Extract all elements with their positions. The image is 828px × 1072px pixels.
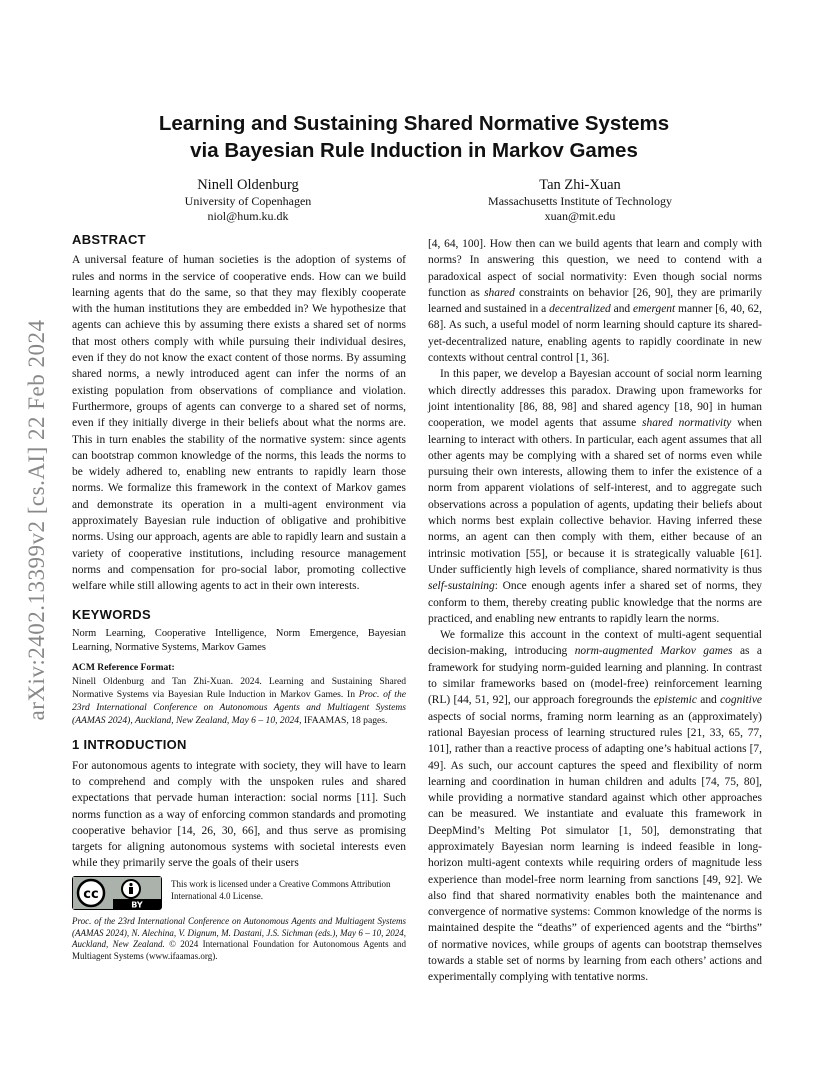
author-block-1 <box>98 176 398 224</box>
text-span: as a framework for studying norm-guided learning and planning. In contrast to similar frameworks based on (model-free) reinforcement learning (RL) [44, 51, 92], our approach foregrounds the <box>428 645 762 707</box>
cc-by-badge <box>72 876 162 910</box>
text-span: [4, 64, 100]. How then can we build agents that learn and comply with norms? In answering this question, we need to contend with a paradoxical aspect of social normativity: Even though social norms function as <box>428 238 762 299</box>
text-span: In this paper, we develop a Bayesian account of social norm learning which directly addresses this paradox. Drawing upon frameworks for joint intentionality [86, 88, 98] and shared agency [18, 90] in human cooperation, we model agents that assume <box>428 368 762 430</box>
arxiv-side-label <box>22 280 52 760</box>
keywords-heading: KEYWORDS <box>72 606 151 622</box>
right-paragraph-1 <box>428 236 762 366</box>
emphasis: shared normativity <box>642 417 732 430</box>
author-block-2 <box>430 176 730 224</box>
proceedings-footnote <box>72 916 406 962</box>
arxiv-identifier: arXiv:2402.13399v2 [cs.AI] 22 Feb 2024 <box>24 319 49 721</box>
author-name: Tan Zhi-Xuan <box>539 177 621 193</box>
author-affiliation: University of Copenhagen <box>184 194 312 208</box>
emphasis: norm-augmented Markov games <box>574 645 733 658</box>
introduction-heading: 1 INTRODUCTION <box>72 737 187 753</box>
emphasis: self-sustaining <box>428 580 495 593</box>
acm-venue: Proc. of the 23rd International Conference on Autonomous Agents and Multiagent Systems (AAMAS 2024), Auckland, New Zealand, May 6 – 10, 2024 <box>72 688 407 726</box>
emphasis: epistemic <box>653 694 697 707</box>
title-line-2: via Bayesian Rule Induction in Markov Games <box>190 139 638 162</box>
abstract-heading: ABSTRACT <box>72 232 146 247</box>
text-span: : Once enough agents infer a shared set of norms, they conform to them, thereby creating public knowledge that the norms are practiced, and enabling new entrants to rapidly learn the norms. <box>428 580 762 625</box>
right-paragraph-2 <box>428 366 762 627</box>
text-span: constraints on behavior [26, 90], they are primarily learned and sustained in a <box>428 286 762 316</box>
emphasis: decentralized <box>549 303 611 316</box>
author-email: niol@hum.ku.dk <box>207 209 289 223</box>
cc-badge-text: cc <box>83 887 99 902</box>
text-span: aspects of social norms, framing norm learning as an (approximately) rational Bayesian process of learning structured rules [21, 33, 65, 77, 101], rather than a reactive process of adapting one’s habitual actions [7, 49]. As such, our account captures the speed and flexibility of norm learning and coordination in human children and adults [74, 75, 80], while providing a normative standard against which other approaches can be measured. We instantiate and evaluate this framework in DeepMind’s Melting Pot simulator [1, 50], demonstrating that approximately Bayesian norm learning is indeed feasible in long-horizon multi-agent contexts while requiring orders of magnitude less experience than model-free norm learning from sanctions [49, 92]. We also find that shared normativity enables both the maintenance and convergence of normative systems: Common knowledge of the norms is maintained despite the “deaths” of experienced agents and the “births” of normative novices, while groups of agents can bootstrap themselves towards a stable set of norms by learning from each others’ actions and experimentally complying with tentative norms. <box>428 710 762 984</box>
by-badge-text: BY <box>131 900 143 909</box>
right-column <box>428 236 762 986</box>
introduction-text: For autonomous agents to integrate with society, they will have to learn to comprehend and comply with the unspoken rules and shared expectations that pervade human interaction: social norms [11]. Such norms function as a way of enforcing common standards and promoting cooperative behavior [14, 26, 30, 66], and thus serve as promising targets for aligning autonomous systems with societal interests even while they primarily serve the goals of their users <box>72 759 406 870</box>
text-span: We formalize this account in the context of multi-agent sequential decision-making, introducing <box>428 629 762 658</box>
acm-text-end: , IFAAMAS, 18 pages. <box>299 714 388 726</box>
emphasis: shared <box>484 286 515 299</box>
acm-text-start: Ninell Oldenburg and Tan Zhi-Xuan. 2024. Learning and Sustaining Shared Normative Systems via Bayesian Rule Induction in Markov Games. In <box>72 676 406 700</box>
paper-title <box>100 110 728 164</box>
right-paragraph-3 <box>428 627 762 986</box>
author-name: Ninell Oldenburg <box>197 177 299 193</box>
acm-reference-text <box>72 676 406 727</box>
text-span: and <box>610 303 634 316</box>
cc-by-icon <box>73 877 161 909</box>
emphasis: emergent <box>633 303 676 316</box>
text-span: and <box>696 694 721 707</box>
emphasis: cognitive <box>720 694 763 707</box>
acm-reference-label: ACM Reference Format: <box>72 661 175 673</box>
abstract-text: A universal feature of human societies is the adoption of systems of rules and norms in the service of cooperative ends. How can we build learning agents that do the same, so that they may flexibly cooperate with the human institutions they are embedded in? We hypothesize that agents can achieve this by assuming there exists a shared set of norms that most others comply with while pursuing their individual desires, even if they do not know the exact content of those norms. By assuming shared norms, a newly introduced agent can infer the norms of an existing population from observations of compliance and violation. Furthermore, groups of agents can converge to a shared set of norms, even if they initially diverge in their beliefs about what the norms are. This in turn enables the stability of the normative system: since agents can bootstrap common knowledge of the norms, this leads the norms to be widely adhered to, enabling new entrants to rapidly learn those norms. We formalize this framework in the context of Markov games and demonstrate its operation in a multi-agent environment via approximately Bayesian rule induction of obligative and prohibitive norms. Using our approach, agents are able to rapidly learn and sustain a variety of cooperative institutions, including resource management norms and compensation for pro-social labor, promoting collective welfare while still allowing agents to act in their own interests. <box>72 254 406 593</box>
author-affiliation: Massachusetts Institute of Technology <box>488 194 672 208</box>
proceedings-italic: Proc. of the 23rd International Conference on Autonomous Agents and Multiagent Systems (AAMAS 2024), N. Alechina, V. Dignum, M. Dastani, J.S. Sichman (eds.), May 6 – 10, 2024, Auckland, New Zealand. <box>72 916 406 949</box>
license-block <box>72 876 406 910</box>
left-column <box>72 232 406 872</box>
text-span: when learning to interact with others. In particular, each agent assumes that all other agents may be complying with a shared set of norms even while pursuing their own interests, allowing them to infer the existence of a norm from apparent violations of self-interest, and to aggregate such observations across a population of agents, updating their beliefs about which norms best explain collective behavior. Having inferred these norms, an agent can then comply with them, either because of an intrinsic motivation [55], or because it is strategically valuable [61]. Under sufficiently high levels of compliance, shared normativity is thus <box>428 417 762 576</box>
title-line-1: Learning and Sustaining Shared Normative Systems <box>158 112 670 135</box>
license-text: This work is licensed under a Creative Commons Attribution International 4.0 License. <box>171 879 391 901</box>
text-span: manner [6, 40, 62, 68]. As such, a useful model of norm learning should capture its shared-yet-decentralized nature, enabling agents to rapidly coordinate in new contexts without central control [1, 36]. <box>428 303 762 365</box>
author-email: xuan@mit.edu <box>544 209 616 223</box>
keywords-text: Norm Learning, Cooperative Intelligence, Norm Emergence, Bayesian Learning, Normative Systems, Markov Games <box>72 627 406 653</box>
introduction-section <box>72 737 406 871</box>
proceedings-copyright: © 2024 International Foundation for Autonomous Agents and Multiagent Systems (www.ifaamas.org). <box>72 939 406 961</box>
